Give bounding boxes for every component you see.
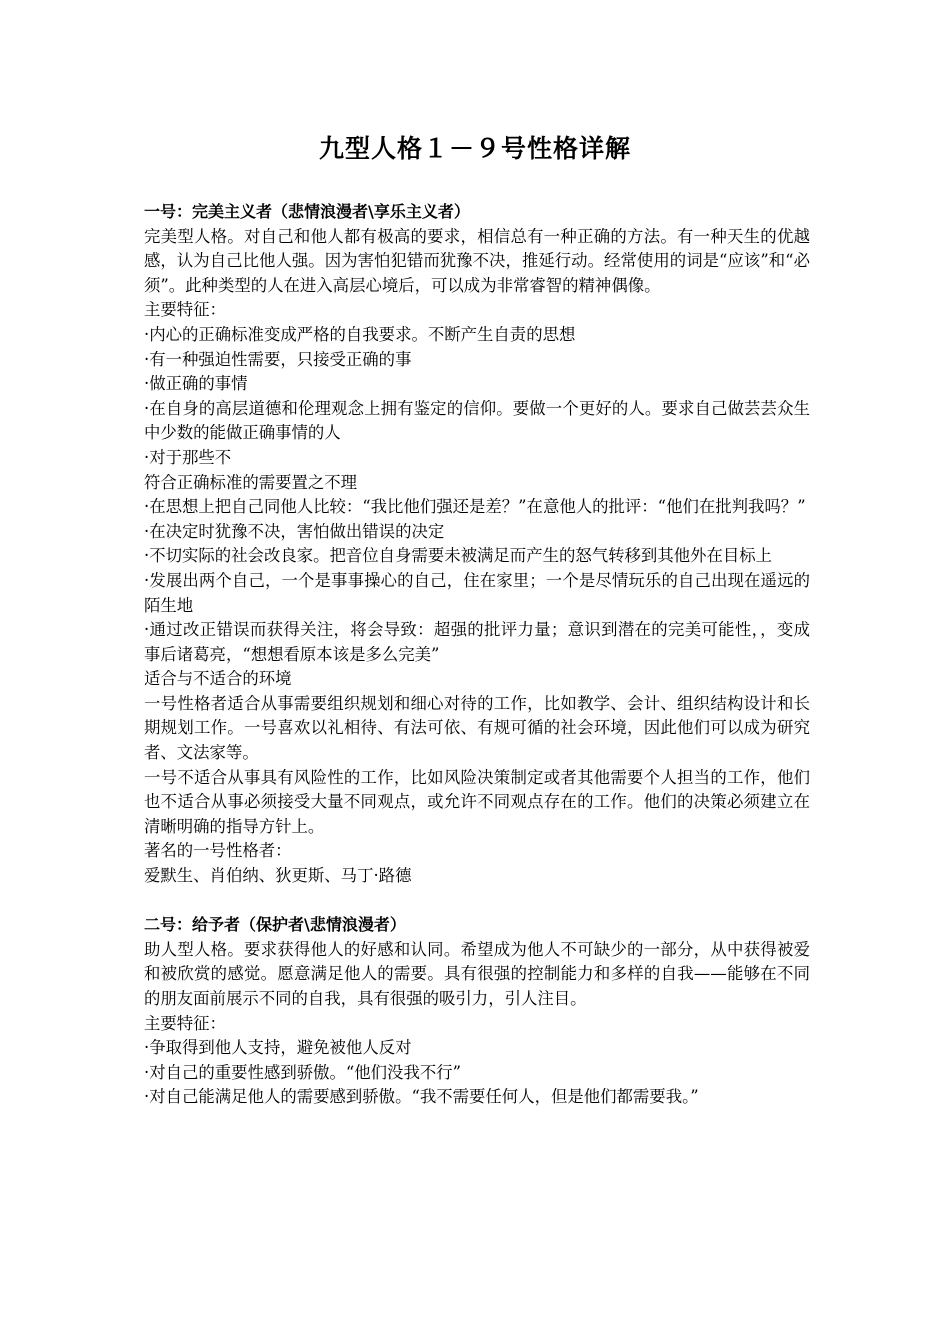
environment-label: 适合与不适合的环境 xyxy=(144,669,292,689)
section-heading: 一号：完美主义者（悲情浪漫者\享乐主义者） xyxy=(144,202,470,221)
feature-item: ·在自身的高层道德和伦理观念上拥有鉴定的信仰。要做一个更好的人。要求自己做芸芸众生中少数的能做正确事情的人 xyxy=(144,398,810,443)
feature-item: ·对自己的重要性感到骄傲。“他们没我不行” xyxy=(144,1062,461,1082)
feature-item: ·对于那些不 xyxy=(144,447,232,467)
feature-item: ·不切实际的社会改良家。把音位自身需要未被满足而产生的怒气转移到其他外在目标上 xyxy=(144,546,773,566)
section-intro: 完美型人格。对自己和他人都有极高的要求，相信总有一种正确的方法。有一种天生的优越感，认为自己比他人强。因为害怕犯错而犹豫不决，推延行动。经常使用的词是“应该”和“必须”。此种类型的人在进入高层心境后，可以成为非常睿智的精神偶像。 xyxy=(144,226,810,295)
features-label: 主要特征： xyxy=(144,1013,226,1033)
section-heading: 二号：给予者（保护者\悲情浪漫者） xyxy=(144,915,406,935)
section-type-1 xyxy=(144,200,810,889)
feature-item: 符合正确标准的需要置之不理 xyxy=(144,472,358,492)
feature-item: ·发展出两个自己，一个是事事操心的自己，住在家里；一个是尽情玩乐的自己出现在遥远的陌生地 xyxy=(144,570,810,615)
famous-people: 爱默生、肖伯纳、狄更斯、马丁·路德 xyxy=(144,866,412,886)
document-body xyxy=(144,200,810,1135)
section-type-2 xyxy=(144,913,810,1110)
environment-suitable: 一号性格者适合从事需要组织规划和细心对待的工作，比如教学、会计、组织结构设计和长期规划工作。一号喜欢以礼相待、有法可依、有规可循的社会环境，因此他们可以成为研究者、文法家等。 xyxy=(144,693,810,763)
feature-item: ·做正确的事情 xyxy=(144,374,248,394)
feature-item: ·内心的正确标准变成严格的自我要求。不断产生自责的思想 xyxy=(144,324,576,344)
features-list xyxy=(144,323,810,667)
section-intro: 助人型人格。要求获得他人的好感和认同。希望成为他人不可缺少的一部分，从中获得被爱和被欣赏的感觉。愿意满足他人的需要。具有很强的控制能力和多样的自我——能够在不同的朋友面前展示不同的自我，具有很强的吸引力，引人注目。 xyxy=(144,939,810,1008)
feature-item: ·有一种强迫性需要，只接受正确的事 xyxy=(144,349,412,369)
feature-item: ·在决定时犹豫不决，害怕做出错误的决定 xyxy=(144,521,445,541)
feature-item: ·争取得到他人支持，避免被他人反对 xyxy=(144,1038,412,1058)
feature-item: ·通过改正错误而获得关注，将会导致：超强的批评力量；意识到潜在的完美可能性，，变成事后诸葛亮，“想想看原本该是多么完美” xyxy=(144,620,810,664)
feature-item: ·在思想上把自己同他人比较：“我比他们强还是差？”在意他人的批评：“他们在批判我吗？” xyxy=(144,497,806,517)
famous-label: 著名的一号性格者： xyxy=(144,841,292,861)
features-label: 主要特征： xyxy=(144,300,226,320)
page-title: 九型人格１－９号性格详解 xyxy=(318,134,631,163)
feature-item: ·对自己能满足他人的需要感到骄傲。“我不需要任何人，但是他们都需要我。” xyxy=(144,1087,699,1107)
environment-unsuitable: 一号不适合从事具有风险性的工作，比如风险决策制定或者其他需要个人担当的工作，他们也不适合从事必须接受大量不同观点，或允许不同观点存在的工作。他们的决策必须建立在清晰明确的指导方针上。 xyxy=(144,767,810,836)
features-list xyxy=(144,1036,810,1110)
